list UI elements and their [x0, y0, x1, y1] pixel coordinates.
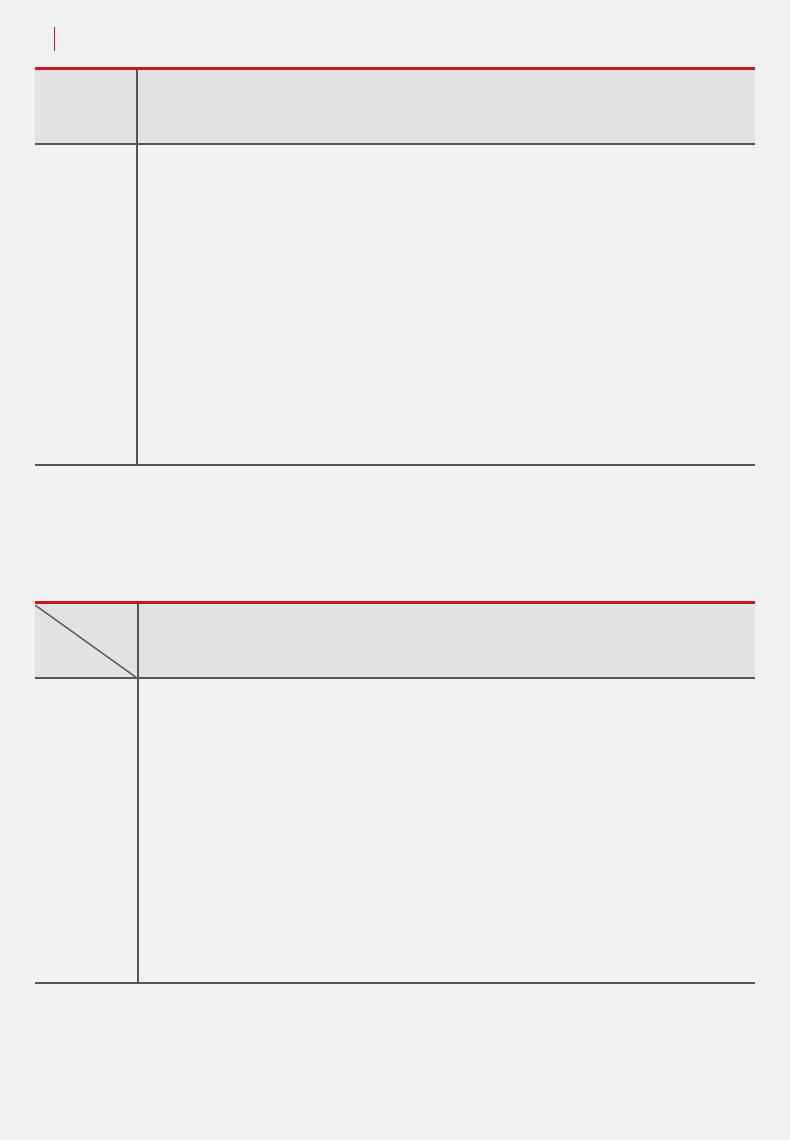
corner-weight-label: [78, 606, 134, 638]
table1-divider: [136, 70, 138, 466]
table1-header-rule: [35, 143, 755, 145]
corner-height-label: [40, 646, 100, 678]
table1-header-bg: [35, 70, 755, 144]
title-separator: [54, 27, 55, 51]
table2-header-bg: [35, 604, 755, 678]
table2-header-rule: [35, 677, 755, 679]
table1-bottom-rule: [35, 464, 755, 466]
table2-bottom-rule: [35, 982, 755, 984]
men-size-title: [38, 27, 67, 53]
